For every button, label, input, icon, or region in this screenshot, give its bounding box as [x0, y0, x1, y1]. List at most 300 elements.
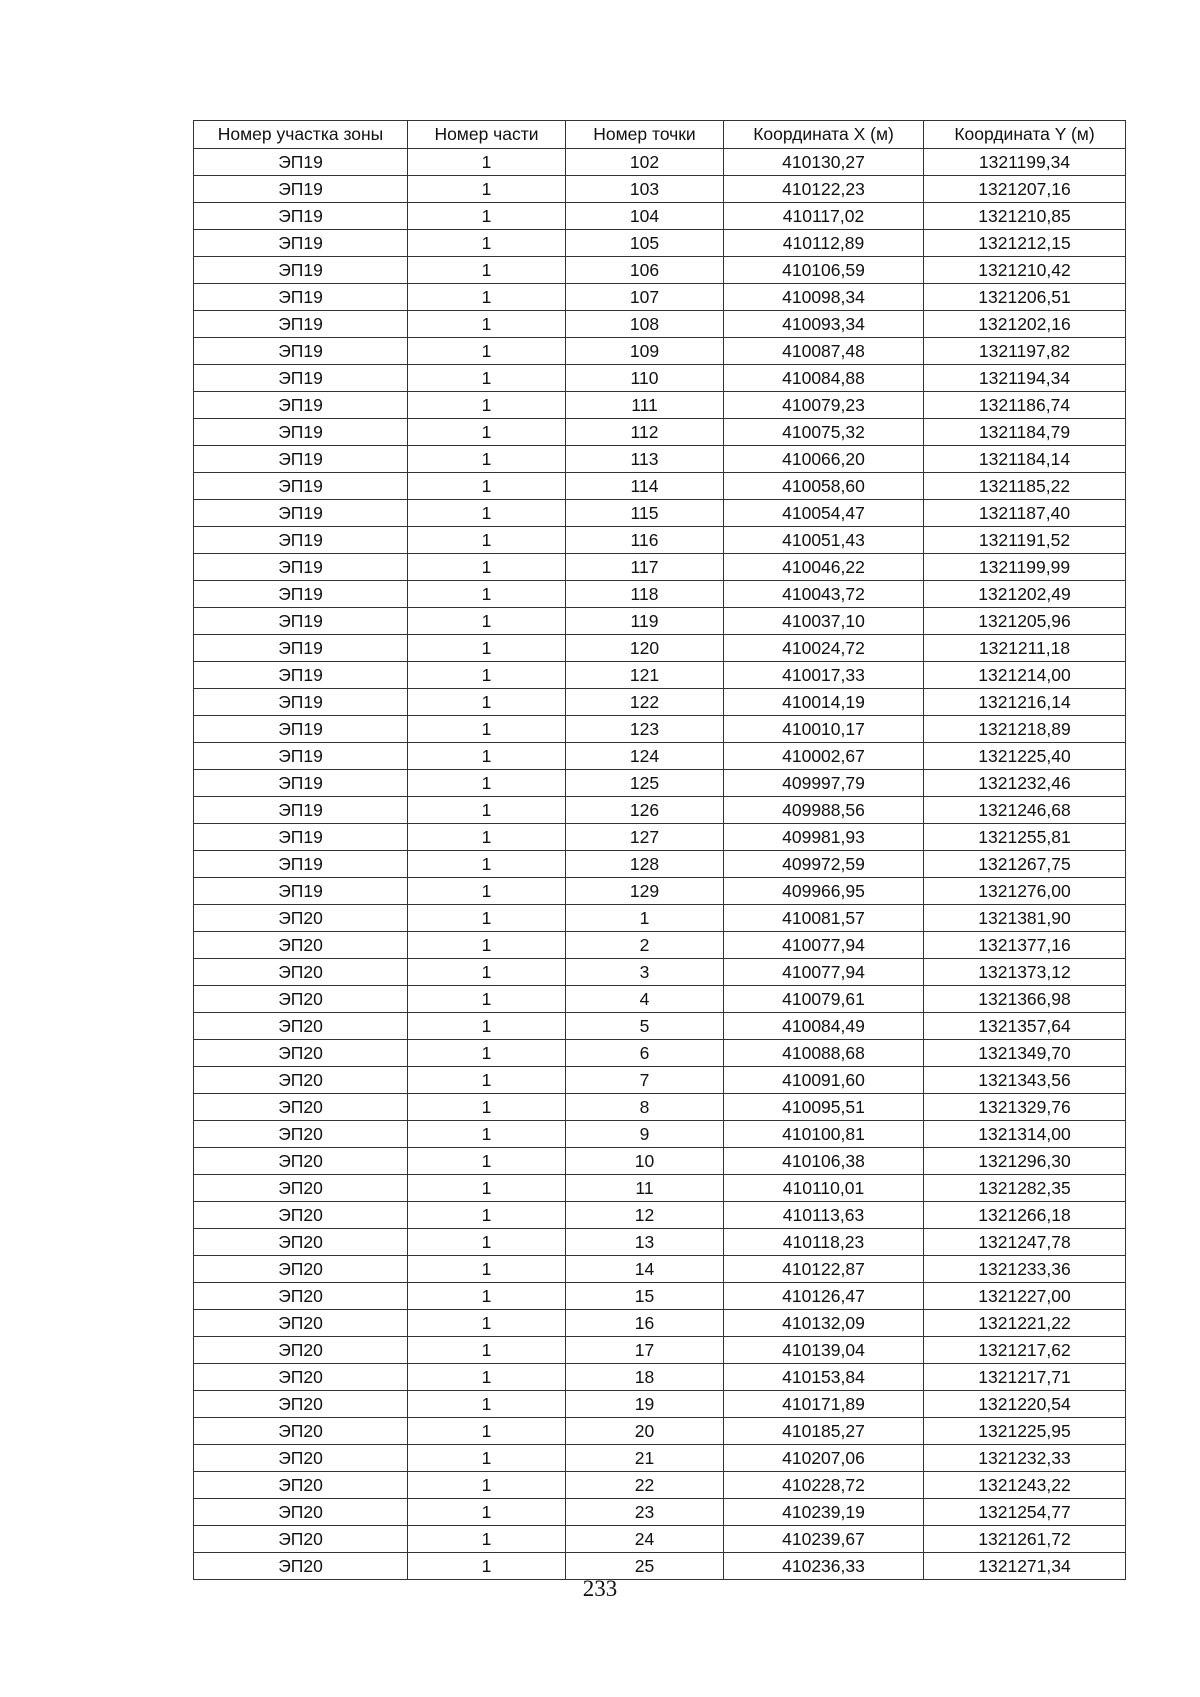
table-row [194, 689, 1126, 716]
cell-coordinate-y: 1321202,49 [924, 581, 1126, 608]
cell-coordinate-y: 1321267,75 [924, 851, 1126, 878]
cell-part-number: 1 [408, 770, 566, 797]
cell-part-number: 1 [408, 797, 566, 824]
cell-point-number: 108 [566, 311, 724, 338]
cell-zone-section: ЭП19 [194, 230, 408, 257]
cell-zone-section: ЭП19 [194, 500, 408, 527]
cell-coordinate-x: 410228,72 [724, 1472, 924, 1499]
table-row [194, 1445, 1126, 1472]
cell-part-number: 1 [408, 473, 566, 500]
cell-coordinate-y: 1321185,22 [924, 473, 1126, 500]
cell-coordinate-x: 410014,19 [724, 689, 924, 716]
cell-zone-section: ЭП20 [194, 1256, 408, 1283]
cell-coordinate-x: 410098,34 [724, 284, 924, 311]
cell-zone-section: ЭП20 [194, 1148, 408, 1175]
cell-coordinate-y: 1321212,15 [924, 230, 1126, 257]
header-row [194, 121, 1126, 149]
cell-coordinate-y: 1321271,34 [924, 1553, 1126, 1580]
table-row [194, 1202, 1126, 1229]
cell-coordinate-y: 1321381,90 [924, 905, 1126, 932]
cell-coordinate-x: 410024,72 [724, 635, 924, 662]
cell-zone-section: ЭП19 [194, 662, 408, 689]
cell-coordinate-x: 410046,22 [724, 554, 924, 581]
cell-coordinate-y: 1321225,40 [924, 743, 1126, 770]
cell-point-number: 113 [566, 446, 724, 473]
cell-point-number: 104 [566, 203, 724, 230]
table-row [194, 419, 1126, 446]
cell-point-number: 112 [566, 419, 724, 446]
cell-part-number: 1 [408, 743, 566, 770]
cell-coordinate-y: 1321194,34 [924, 365, 1126, 392]
cell-part-number: 1 [408, 257, 566, 284]
cell-point-number: 126 [566, 797, 724, 824]
cell-coordinate-y: 1321349,70 [924, 1040, 1126, 1067]
table-row [194, 1391, 1126, 1418]
cell-part-number: 1 [408, 1283, 566, 1310]
cell-zone-section: ЭП19 [194, 716, 408, 743]
cell-zone-section: ЭП20 [194, 932, 408, 959]
table-row [194, 1472, 1126, 1499]
cell-coordinate-x: 410132,09 [724, 1310, 924, 1337]
cell-zone-section: ЭП19 [194, 392, 408, 419]
header-coordinate-x: Координата X (м) [724, 121, 924, 149]
cell-coordinate-y: 1321218,89 [924, 716, 1126, 743]
cell-coordinate-y: 1321254,77 [924, 1499, 1126, 1526]
cell-coordinate-x: 410239,67 [724, 1526, 924, 1553]
cell-part-number: 1 [408, 986, 566, 1013]
cell-zone-section: ЭП20 [194, 1526, 408, 1553]
table-row [194, 770, 1126, 797]
table-row [194, 1067, 1126, 1094]
cell-coordinate-y: 1321255,81 [924, 824, 1126, 851]
cell-part-number: 1 [408, 1067, 566, 1094]
cell-zone-section: ЭП19 [194, 527, 408, 554]
cell-part-number: 1 [408, 365, 566, 392]
cell-part-number: 1 [408, 1121, 566, 1148]
cell-coordinate-y: 1321199,99 [924, 554, 1126, 581]
cell-part-number: 1 [408, 1256, 566, 1283]
table-row [194, 392, 1126, 419]
cell-coordinate-y: 1321246,68 [924, 797, 1126, 824]
cell-coordinate-x: 410054,47 [724, 500, 924, 527]
cell-part-number: 1 [408, 1472, 566, 1499]
cell-part-number: 1 [408, 635, 566, 662]
cell-part-number: 1 [408, 1175, 566, 1202]
cell-point-number: 114 [566, 473, 724, 500]
cell-zone-section: ЭП20 [194, 1094, 408, 1121]
cell-point-number: 20 [566, 1418, 724, 1445]
cell-zone-section: ЭП19 [194, 419, 408, 446]
cell-zone-section: ЭП19 [194, 797, 408, 824]
cell-zone-section: ЭП19 [194, 554, 408, 581]
cell-point-number: 6 [566, 1040, 724, 1067]
cell-zone-section: ЭП20 [194, 1364, 408, 1391]
cell-point-number: 123 [566, 716, 724, 743]
cell-point-number: 125 [566, 770, 724, 797]
cell-part-number: 1 [408, 230, 566, 257]
cell-part-number: 1 [408, 338, 566, 365]
cell-zone-section: ЭП20 [194, 1472, 408, 1499]
cell-zone-section: ЭП19 [194, 149, 408, 176]
cell-part-number: 1 [408, 1229, 566, 1256]
table-row [194, 716, 1126, 743]
cell-zone-section: ЭП20 [194, 1445, 408, 1472]
cell-coordinate-x: 410171,89 [724, 1391, 924, 1418]
cell-point-number: 3 [566, 959, 724, 986]
cell-coordinate-x: 410185,27 [724, 1418, 924, 1445]
cell-coordinate-x: 410088,68 [724, 1040, 924, 1067]
cell-coordinate-x: 410037,10 [724, 608, 924, 635]
cell-part-number: 1 [408, 1364, 566, 1391]
table-row [194, 1121, 1126, 1148]
cell-point-number: 1 [566, 905, 724, 932]
cell-coordinate-y: 1321206,51 [924, 284, 1126, 311]
cell-coordinate-y: 1321202,16 [924, 311, 1126, 338]
cell-coordinate-y: 1321377,16 [924, 932, 1126, 959]
cell-coordinate-y: 1321247,78 [924, 1229, 1126, 1256]
cell-coordinate-x: 410077,94 [724, 959, 924, 986]
cell-coordinate-y: 1321221,22 [924, 1310, 1126, 1337]
cell-point-number: 12 [566, 1202, 724, 1229]
cell-coordinate-x: 410139,04 [724, 1337, 924, 1364]
table-body [194, 149, 1126, 1580]
cell-point-number: 25 [566, 1553, 724, 1580]
cell-coordinate-y: 1321296,30 [924, 1148, 1126, 1175]
cell-coordinate-y: 1321227,00 [924, 1283, 1126, 1310]
cell-zone-section: ЭП20 [194, 959, 408, 986]
cell-part-number: 1 [408, 1526, 566, 1553]
table-row [194, 257, 1126, 284]
cell-point-number: 17 [566, 1337, 724, 1364]
cell-zone-section: ЭП20 [194, 1175, 408, 1202]
table-row [194, 338, 1126, 365]
cell-part-number: 1 [408, 1391, 566, 1418]
cell-coordinate-y: 1321266,18 [924, 1202, 1126, 1229]
table-row [194, 1499, 1126, 1526]
cell-part-number: 1 [408, 149, 566, 176]
cell-coordinate-y: 1321210,85 [924, 203, 1126, 230]
cell-point-number: 22 [566, 1472, 724, 1499]
table-row [194, 473, 1126, 500]
cell-coordinate-x: 410079,23 [724, 392, 924, 419]
cell-point-number: 121 [566, 662, 724, 689]
cell-coordinate-x: 410084,88 [724, 365, 924, 392]
table-row [194, 203, 1126, 230]
cell-coordinate-y: 1321329,76 [924, 1094, 1126, 1121]
cell-point-number: 102 [566, 149, 724, 176]
cell-point-number: 116 [566, 527, 724, 554]
cell-coordinate-x: 410100,81 [724, 1121, 924, 1148]
table-row [194, 500, 1126, 527]
cell-point-number: 5 [566, 1013, 724, 1040]
cell-coordinate-y: 1321217,71 [924, 1364, 1126, 1391]
cell-zone-section: ЭП20 [194, 1553, 408, 1580]
table-row [194, 608, 1126, 635]
cell-coordinate-y: 1321216,14 [924, 689, 1126, 716]
cell-zone-section: ЭП20 [194, 1121, 408, 1148]
cell-zone-section: ЭП20 [194, 1040, 408, 1067]
header-zone-section: Номер участка зоны [194, 121, 408, 149]
cell-point-number: 13 [566, 1229, 724, 1256]
cell-part-number: 1 [408, 419, 566, 446]
cell-part-number: 1 [408, 1310, 566, 1337]
cell-part-number: 1 [408, 662, 566, 689]
cell-coordinate-y: 1321373,12 [924, 959, 1126, 986]
cell-point-number: 15 [566, 1283, 724, 1310]
cell-point-number: 109 [566, 338, 724, 365]
cell-coordinate-x: 410043,72 [724, 581, 924, 608]
cell-zone-section: ЭП19 [194, 851, 408, 878]
cell-coordinate-x: 410122,87 [724, 1256, 924, 1283]
cell-zone-section: ЭП20 [194, 986, 408, 1013]
table-row [194, 1337, 1126, 1364]
cell-point-number: 120 [566, 635, 724, 662]
cell-point-number: 106 [566, 257, 724, 284]
table-row [194, 1283, 1126, 1310]
cell-coordinate-x: 410130,27 [724, 149, 924, 176]
cell-coordinate-x: 410236,33 [724, 1553, 924, 1580]
cell-zone-section: ЭП19 [194, 365, 408, 392]
table-row [194, 1013, 1126, 1040]
cell-part-number: 1 [408, 1094, 566, 1121]
cell-part-number: 1 [408, 959, 566, 986]
cell-zone-section: ЭП20 [194, 905, 408, 932]
cell-coordinate-y: 1321184,14 [924, 446, 1126, 473]
cell-coordinate-x: 410017,33 [724, 662, 924, 689]
cell-zone-section: ЭП20 [194, 1499, 408, 1526]
cell-coordinate-x: 410066,20 [724, 446, 924, 473]
cell-part-number: 1 [408, 554, 566, 581]
table-row [194, 878, 1126, 905]
cell-part-number: 1 [408, 581, 566, 608]
cell-zone-section: ЭП19 [194, 878, 408, 905]
table-row [194, 932, 1126, 959]
table-row [194, 149, 1126, 176]
table-row [194, 743, 1126, 770]
cell-zone-section: ЭП20 [194, 1391, 408, 1418]
table-row [194, 365, 1126, 392]
cell-coordinate-y: 1321243,22 [924, 1472, 1126, 1499]
cell-part-number: 1 [408, 689, 566, 716]
table-row [194, 446, 1126, 473]
table-row [194, 1094, 1126, 1121]
cell-coordinate-x: 410110,01 [724, 1175, 924, 1202]
cell-part-number: 1 [408, 824, 566, 851]
table-row [194, 176, 1126, 203]
cell-point-number: 2 [566, 932, 724, 959]
cell-coordinate-x: 410106,59 [724, 257, 924, 284]
table-row [194, 851, 1126, 878]
cell-coordinate-y: 1321276,00 [924, 878, 1126, 905]
table-row [194, 284, 1126, 311]
cell-point-number: 110 [566, 365, 724, 392]
page-number: 233 [582, 1576, 618, 1601]
cell-coordinate-y: 1321211,18 [924, 635, 1126, 662]
cell-coordinate-y: 1321232,33 [924, 1445, 1126, 1472]
cell-zone-section: ЭП19 [194, 743, 408, 770]
cell-coordinate-y: 1321184,79 [924, 419, 1126, 446]
cell-coordinate-y: 1321217,62 [924, 1337, 1126, 1364]
cell-zone-section: ЭП19 [194, 311, 408, 338]
cell-part-number: 1 [408, 1148, 566, 1175]
cell-point-number: 21 [566, 1445, 724, 1472]
cell-part-number: 1 [408, 716, 566, 743]
cell-coordinate-y: 1321197,82 [924, 338, 1126, 365]
cell-coordinate-y: 1321207,16 [924, 176, 1126, 203]
cell-coordinate-x: 410239,19 [724, 1499, 924, 1526]
cell-zone-section: ЭП20 [194, 1418, 408, 1445]
cell-coordinate-x: 410079,61 [724, 986, 924, 1013]
cell-point-number: 129 [566, 878, 724, 905]
header-coordinate-y: Координата Y (м) [924, 121, 1126, 149]
table-row [194, 1229, 1126, 1256]
cell-zone-section: ЭП20 [194, 1283, 408, 1310]
table-row [194, 1148, 1126, 1175]
cell-coordinate-y: 1321199,34 [924, 149, 1126, 176]
cell-coordinate-x: 410118,23 [724, 1229, 924, 1256]
cell-zone-section: ЭП20 [194, 1337, 408, 1364]
cell-part-number: 1 [408, 1337, 566, 1364]
cell-part-number: 1 [408, 176, 566, 203]
cell-coordinate-x: 409981,93 [724, 824, 924, 851]
cell-coordinate-y: 1321210,42 [924, 257, 1126, 284]
table-row [194, 527, 1126, 554]
table-row [194, 230, 1126, 257]
cell-point-number: 103 [566, 176, 724, 203]
cell-part-number: 1 [408, 905, 566, 932]
cell-zone-section: ЭП20 [194, 1013, 408, 1040]
cell-point-number: 9 [566, 1121, 724, 1148]
cell-coordinate-x: 410122,23 [724, 176, 924, 203]
cell-point-number: 10 [566, 1148, 724, 1175]
cell-point-number: 115 [566, 500, 724, 527]
cell-coordinate-y: 1321225,95 [924, 1418, 1126, 1445]
cell-point-number: 19 [566, 1391, 724, 1418]
cell-coordinate-x: 410207,06 [724, 1445, 924, 1472]
cell-point-number: 18 [566, 1364, 724, 1391]
cell-coordinate-x: 410113,63 [724, 1202, 924, 1229]
table-row [194, 554, 1126, 581]
table-row [194, 959, 1126, 986]
cell-part-number: 1 [408, 1418, 566, 1445]
cell-point-number: 128 [566, 851, 724, 878]
cell-zone-section: ЭП19 [194, 338, 408, 365]
cell-coordinate-y: 1321205,96 [924, 608, 1126, 635]
cell-point-number: 23 [566, 1499, 724, 1526]
cell-zone-section: ЭП20 [194, 1229, 408, 1256]
cell-coordinate-x: 410051,43 [724, 527, 924, 554]
cell-part-number: 1 [408, 500, 566, 527]
cell-coordinate-x: 409997,79 [724, 770, 924, 797]
cell-coordinate-y: 1321220,54 [924, 1391, 1126, 1418]
cell-coordinate-y: 1321232,46 [924, 770, 1126, 797]
cell-coordinate-y: 1321187,40 [924, 500, 1126, 527]
cell-zone-section: ЭП20 [194, 1067, 408, 1094]
cell-coordinate-x: 410087,48 [724, 338, 924, 365]
cell-zone-section: ЭП19 [194, 770, 408, 797]
table-row [194, 1364, 1126, 1391]
cell-zone-section: ЭП19 [194, 689, 408, 716]
table-row [194, 1040, 1126, 1067]
cell-coordinate-x: 410117,02 [724, 203, 924, 230]
cell-part-number: 1 [408, 527, 566, 554]
table-row [194, 581, 1126, 608]
cell-coordinate-x: 410106,38 [724, 1148, 924, 1175]
cell-point-number: 11 [566, 1175, 724, 1202]
cell-coordinate-x: 410112,89 [724, 230, 924, 257]
cell-part-number: 1 [408, 1553, 566, 1580]
cell-coordinate-x: 410126,47 [724, 1283, 924, 1310]
cell-point-number: 117 [566, 554, 724, 581]
cell-zone-section: ЭП20 [194, 1310, 408, 1337]
cell-coordinate-x: 410010,17 [724, 716, 924, 743]
cell-coordinate-x: 409988,56 [724, 797, 924, 824]
table-row [194, 1418, 1126, 1445]
cell-part-number: 1 [408, 1499, 566, 1526]
cell-coordinate-x: 409972,59 [724, 851, 924, 878]
cell-point-number: 8 [566, 1094, 724, 1121]
cell-point-number: 24 [566, 1526, 724, 1553]
table-header [194, 121, 1126, 149]
cell-part-number: 1 [408, 446, 566, 473]
cell-part-number: 1 [408, 392, 566, 419]
cell-part-number: 1 [408, 311, 566, 338]
cell-point-number: 119 [566, 608, 724, 635]
coordinates-table [193, 120, 1126, 1580]
cell-part-number: 1 [408, 203, 566, 230]
cell-point-number: 105 [566, 230, 724, 257]
cell-coordinate-x: 410077,94 [724, 932, 924, 959]
cell-coordinate-y: 1321186,74 [924, 392, 1126, 419]
cell-part-number: 1 [408, 284, 566, 311]
cell-coordinate-x: 410095,51 [724, 1094, 924, 1121]
cell-point-number: 16 [566, 1310, 724, 1337]
cell-zone-section: ЭП19 [194, 176, 408, 203]
table-row [194, 1256, 1126, 1283]
cell-coordinate-x: 410093,34 [724, 311, 924, 338]
cell-coordinate-x: 410058,60 [724, 473, 924, 500]
cell-zone-section: ЭП19 [194, 581, 408, 608]
cell-coordinate-y: 1321261,72 [924, 1526, 1126, 1553]
cell-zone-section: ЭП19 [194, 257, 408, 284]
cell-coordinate-y: 1321191,52 [924, 527, 1126, 554]
cell-coordinate-x: 410002,67 [724, 743, 924, 770]
cell-part-number: 1 [408, 1445, 566, 1472]
table-row [194, 635, 1126, 662]
cell-zone-section: ЭП19 [194, 446, 408, 473]
cell-coordinate-x: 410091,60 [724, 1067, 924, 1094]
cell-coordinate-y: 1321357,64 [924, 1013, 1126, 1040]
table-row [194, 1175, 1126, 1202]
cell-coordinate-x: 410084,49 [724, 1013, 924, 1040]
cell-coordinate-x: 410153,84 [724, 1364, 924, 1391]
cell-point-number: 122 [566, 689, 724, 716]
header-point-number: Номер точки [566, 121, 724, 149]
table-row [194, 1310, 1126, 1337]
cell-part-number: 1 [408, 1202, 566, 1229]
cell-point-number: 124 [566, 743, 724, 770]
cell-zone-section: ЭП19 [194, 284, 408, 311]
cell-coordinate-y: 1321366,98 [924, 986, 1126, 1013]
cell-part-number: 1 [408, 1040, 566, 1067]
cell-coordinate-y: 1321343,56 [924, 1067, 1126, 1094]
cell-zone-section: ЭП19 [194, 203, 408, 230]
cell-point-number: 4 [566, 986, 724, 1013]
cell-zone-section: ЭП19 [194, 473, 408, 500]
cell-zone-section: ЭП19 [194, 635, 408, 662]
cell-coordinate-y: 1321233,36 [924, 1256, 1126, 1283]
cell-point-number: 111 [566, 392, 724, 419]
